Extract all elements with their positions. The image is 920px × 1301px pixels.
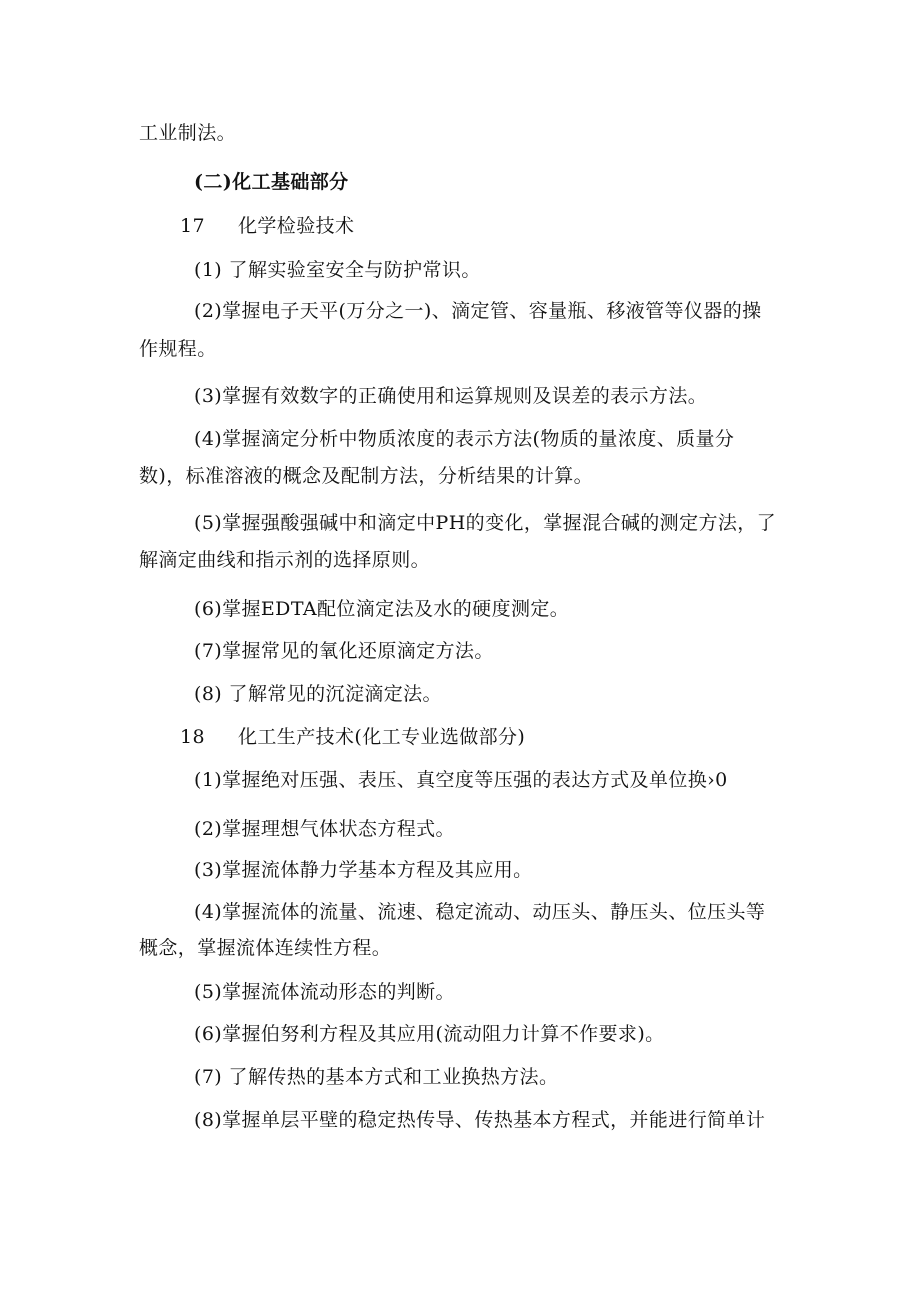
list-item: (4)掌握滴定分析中物质浓度的表示方法(物质的量浓度、质量分 xyxy=(194,428,735,450)
list-item: (1) 了解实验室安全与防护常识。 xyxy=(194,259,481,281)
subsection-18-heading xyxy=(180,724,525,750)
list-item: (5)掌握流体流动形态的判断。 xyxy=(194,981,455,1003)
list-item: (2)掌握电子天平(万分之一)、滴定管、容量瓶、移液管等仪器的操 xyxy=(194,300,762,322)
list-item-continuation: 概念，掌握流体连续性方程。 xyxy=(139,937,392,959)
text-line: 工业制法。 xyxy=(139,122,237,144)
subsection-title: 化学检验技术 xyxy=(238,215,355,237)
list-item: (3)掌握流体静力学基本方程及其应用。 xyxy=(194,859,533,881)
list-item: (2)掌握理想气体状态方程式。 xyxy=(194,818,455,840)
subsection-17-heading xyxy=(180,213,354,239)
list-item: (1)掌握绝对压强、表压、真空度等压强的表达方式及单位换›0 xyxy=(194,769,728,791)
subsection-title: 化工生产技术(化工专业选做部分) xyxy=(238,726,526,748)
list-item: (5)掌握强酸强碱中和滴定中PH的变化，掌握混合碱的测定方法，了 xyxy=(194,512,777,534)
list-item: (4)掌握流体的流量、流速、稳定流动、动压头、静压头、位压头等 xyxy=(194,901,766,923)
list-item: (8) 了解常见的沉淀滴定法。 xyxy=(194,683,442,705)
list-item: (7)掌握常见的氧化还原滴定方法。 xyxy=(194,640,494,662)
list-item: (3)掌握有效数字的正确使用和运算规则及误差的表示方法。 xyxy=(194,385,708,407)
list-item: (6)掌握伯努利方程及其应用(流动阻力计算不作要求)。 xyxy=(194,1023,665,1045)
list-item-continuation: 作规程。 xyxy=(139,338,217,360)
list-item: (6)掌握EDTA配位滴定法及水的硬度测定。 xyxy=(194,598,570,620)
list-item: (7) 了解传热的基本方式和工业换热方法。 xyxy=(194,1066,559,1088)
subsection-number: 18 xyxy=(180,726,205,748)
list-item: (8)掌握单层平壁的稳定热传导、传热基本方程式，并能进行简单计 xyxy=(194,1109,766,1131)
list-item-continuation: 解滴定曲线和指示剂的选择原则。 xyxy=(139,549,431,571)
subsection-number: 17 xyxy=(180,215,205,237)
list-item-continuation: 数)，标准溶液的概念及配制方法，分析结果的计算。 xyxy=(139,465,594,487)
section-heading: (二)化工基础部分 xyxy=(194,171,349,193)
